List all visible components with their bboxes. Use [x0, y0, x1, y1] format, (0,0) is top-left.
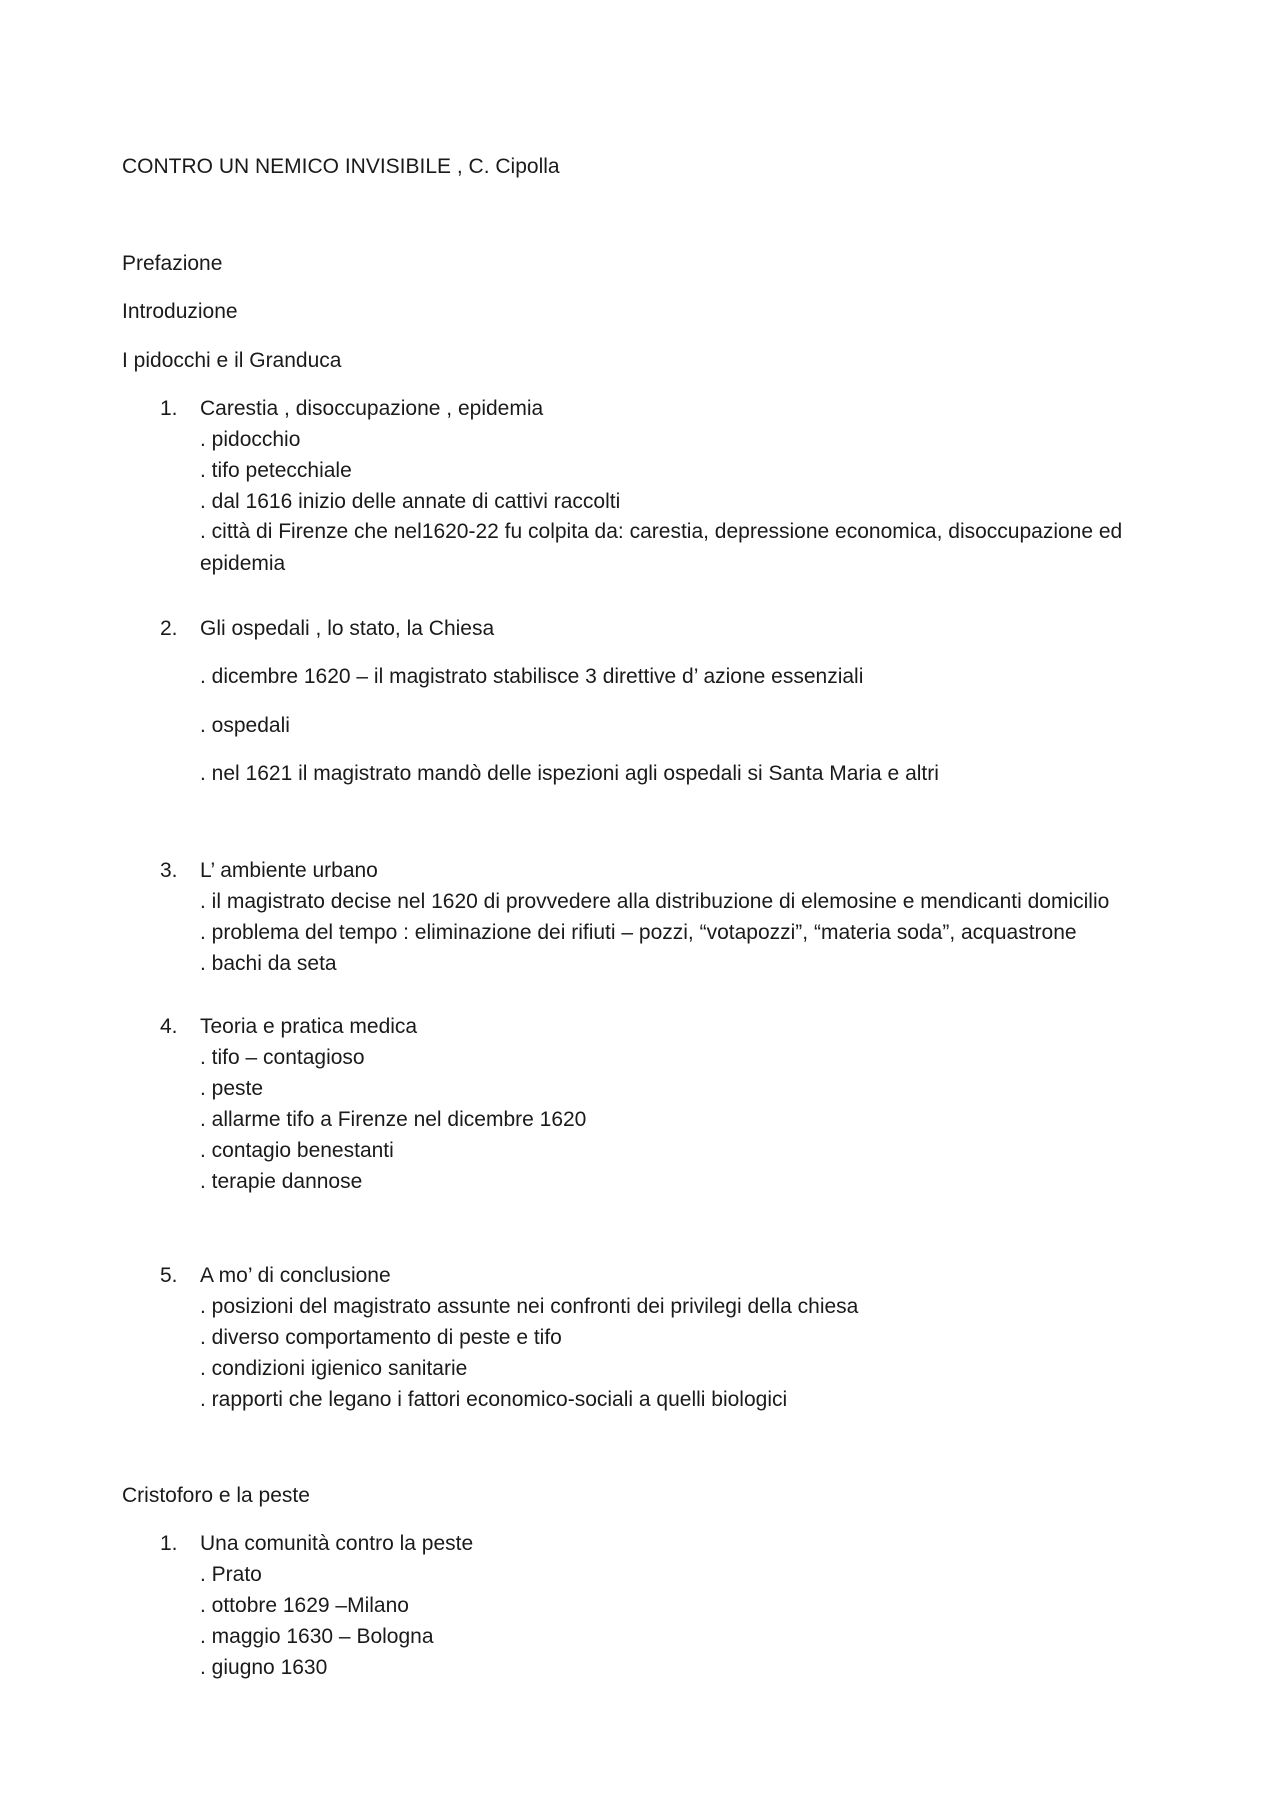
bullet-item: . maggio 1630 – Bologna — [200, 1625, 434, 1648]
section-number: 4. — [160, 1015, 178, 1038]
bullet-item: . condizioni igienico sanitarie — [200, 1357, 468, 1380]
bullet-item: . città di Firenze che nel1620-22 fu colpita da: carestia, depressione economica, disoccupazione ed epidemia — [200, 520, 1123, 575]
part-heading: I pidocchi e il Granduca — [122, 349, 342, 372]
section-title: A mo’ di conclusione — [200, 1264, 391, 1287]
bullet-item: . tifo – contagioso — [200, 1046, 365, 1069]
bullet-item: . rapporti che legano i fattori economico-sociali a quelli biologici — [200, 1388, 788, 1411]
section-number: 5. — [160, 1264, 178, 1287]
bullet-item: . pidocchio — [200, 428, 301, 451]
part-heading: Cristoforo e la peste — [122, 1484, 310, 1507]
bullet-item: . diverso comportamento di peste e tifo — [200, 1326, 562, 1349]
bullet-item: . terapie dannose — [200, 1170, 363, 1193]
front-item-introduzione: Introduzione — [122, 300, 238, 323]
bullet-item: . nel 1621 il magistrato mandò delle ispezioni agli ospedali si Santa Maria e altri — [200, 762, 939, 785]
bullet-item: . dal 1616 inizio delle annate di cattivi raccolti — [200, 490, 621, 513]
bullet-item: . bachi da seta — [200, 952, 337, 975]
section-number: 1. — [160, 1532, 178, 1555]
section-number: 1. — [160, 397, 178, 420]
bullet-item: . Prato — [200, 1563, 262, 1586]
document-title: CONTRO UN NEMICO INVISIBILE , C. Cipolla — [122, 155, 560, 178]
bullet-item: . ospedali — [200, 714, 290, 737]
bullet-item: . ottobre 1629 –Milano — [200, 1594, 409, 1617]
section-title: L’ ambiente urbano — [200, 859, 378, 882]
bullet-item: . giugno 1630 — [200, 1656, 328, 1679]
section-number: 2. — [160, 617, 178, 640]
front-item-prefazione: Prefazione — [122, 252, 223, 275]
bullet-item: . allarme tifo a Firenze nel dicembre 1620 — [200, 1108, 587, 1131]
section-number: 3. — [160, 859, 178, 882]
bullet-item: . il magistrato decise nel 1620 di provvedere alla distribuzione di elemosine e mendicanti domicilio — [200, 890, 1110, 913]
bullet-item: . peste — [200, 1077, 264, 1100]
bullet-item: . tifo petecchiale — [200, 459, 352, 482]
bullet-item: . dicembre 1620 – il magistrato stabilisce 3 direttive d’ azione essenziali — [200, 665, 864, 688]
section-title: Gli ospedali , lo stato, la Chiesa — [200, 617, 495, 640]
bullet-item: . contagio benestanti — [200, 1139, 394, 1162]
bullet-item: . posizioni del magistrato assunte nei confronti dei privilegi della chiesa — [200, 1295, 859, 1318]
section-title: Teoria e pratica medica — [200, 1015, 418, 1038]
bullet-item: . problema del tempo : eliminazione dei rifiuti – pozzi, “votapozzi”, “materia soda”, acquastrone — [200, 921, 1077, 944]
section-title: Carestia , disoccupazione , epidemia — [200, 397, 544, 420]
section-title: Una comunità contro la peste — [200, 1532, 474, 1555]
